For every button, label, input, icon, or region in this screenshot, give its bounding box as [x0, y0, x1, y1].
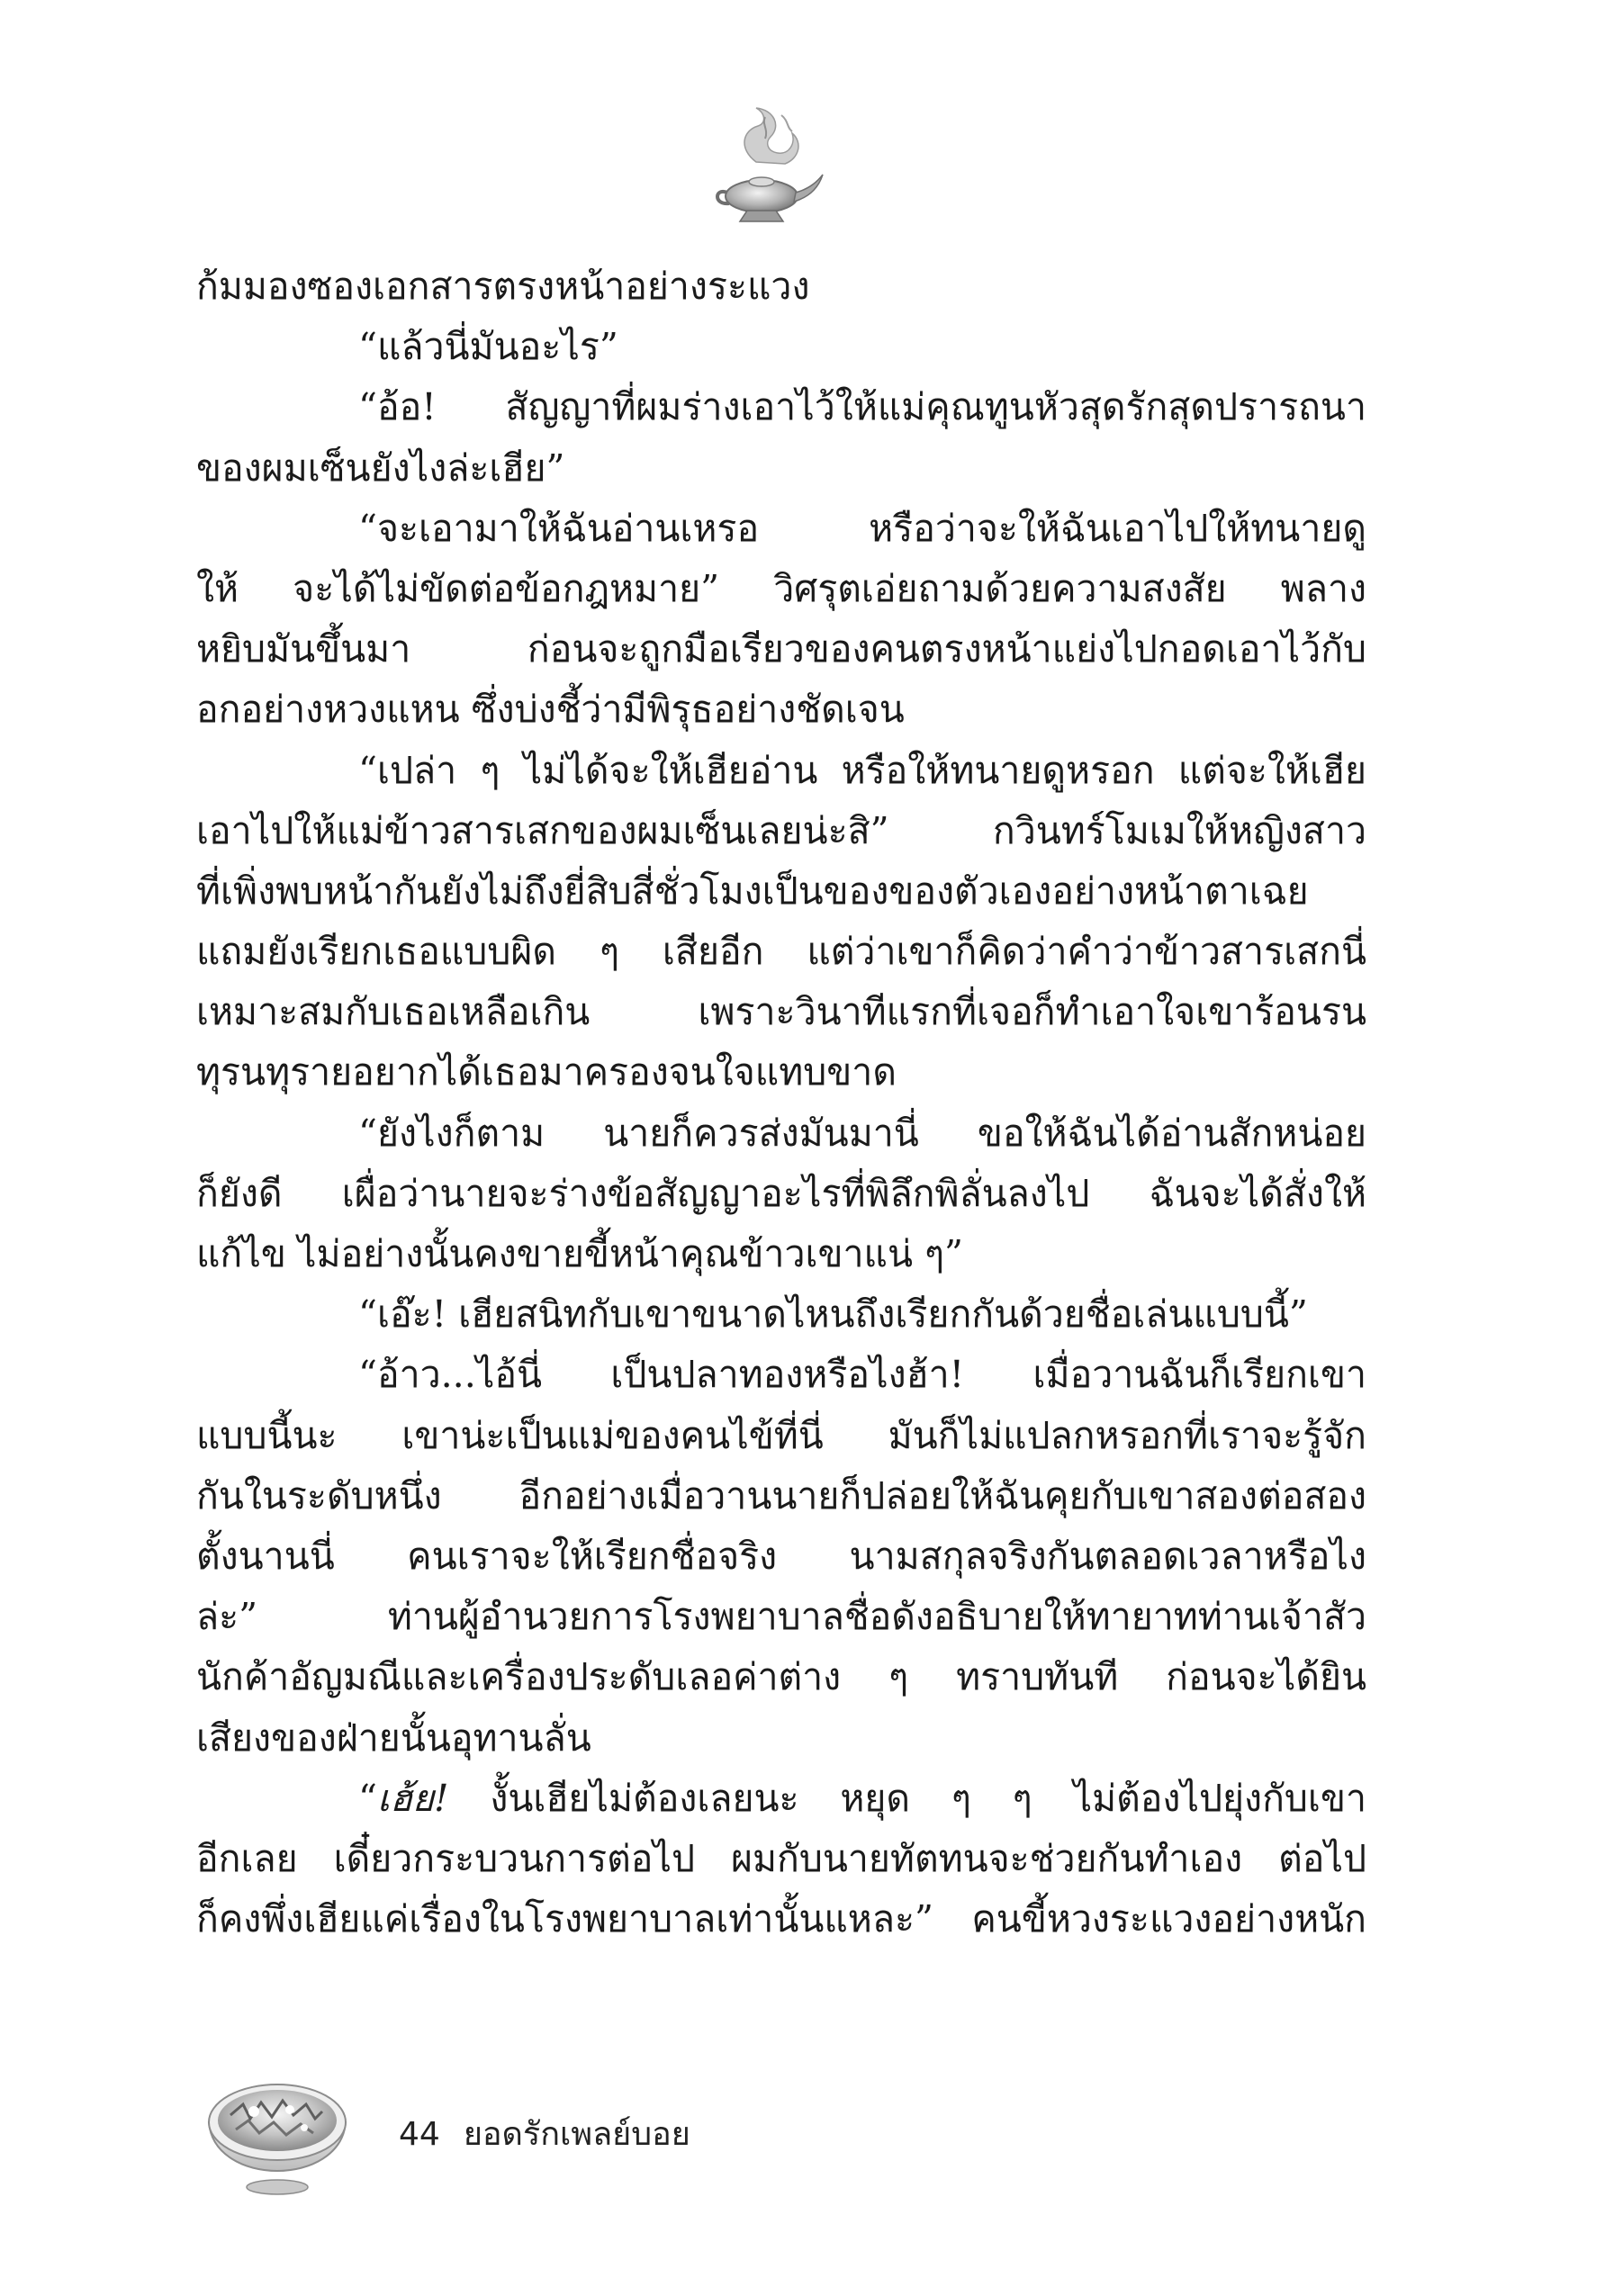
text-line: ตั้งนานนี่ คนเราจะให้เรียกชื่อจริง นามสกุลจริงกันตลอดเวลาหรือไง — [196, 1534, 1366, 1578]
text-line: ให้ จะได้ไม่ขัดต่อข้อกฎหมาย” วิศรุตเอ่ยถามด้วยความสงสัย พลาง — [196, 566, 1366, 610]
text-line: เอาไปให้แม่ข้าวสารเสกของผมเซ็นเลยน่ะสิ” กวินทร์โมเมให้หญิงสาว — [196, 808, 1366, 852]
text-line: ของผมเซ็นยังไงล่ะเฮีย” — [196, 446, 565, 490]
text-line: อกอย่างหวงแหน ซึ่งบ่งชี้ว่ามีพิรุธอย่างชัดเจน — [196, 688, 905, 732]
text-line: เสียงของฝ่ายนั้นอุทานลั่น — [196, 1715, 591, 1760]
emphasized-exclamation: เฮ้ย! — [376, 1776, 449, 1820]
text-line: หยิบมันขึ้นมา ก่อนจะถูกมือเรียวของคนตรงหน้าแย่งไปกอดเอาไว้กับ — [196, 627, 1366, 671]
text-line: ก้มมองซองเอกสารตรงหน้าอย่างระแวง — [196, 265, 810, 308]
text-line: ก็ยังดี เผื่อว่านายจะร่างข้อสัญญาอะไรที่พิลึกพิลั่นลงไป ฉันจะได้สั่งให้ — [196, 1171, 1366, 1215]
text-line: ก็คงพึ่งเฮียแค่เรื่องในโรงพยาบาลเท่านั้นแหละ” คนขี้หวงระแวงอย่างหนัก — [196, 1897, 1366, 1941]
body-text — [196, 257, 1366, 1949]
text-line: นักค้าอัญมณีและเครื่องประดับเลอค่าต่าง ๆ ทราบทันที ก่อนจะได้ยิน — [196, 1655, 1366, 1699]
text-line: “อ้าว...ไอ้นี่ เป็นปลาทองหรือไงฮ้า! เมื่อวานฉันก็เรียกเขา — [358, 1353, 1366, 1397]
text-line: ล่ะ” ท่านผู้อำนวยการโรงพยาบาลชื่อดังอธิบายให้ทายาทท่านเจ้าสัว — [196, 1595, 1366, 1639]
text-line: ที่เพิ่งพบหน้ากันยังไม่ถึงยี่สิบสี่ชั่วโมงเป็นของของตัวเองอย่างหน้าตาเฉย — [196, 869, 1309, 913]
page-number: 44 — [399, 2116, 440, 2153]
text-line: อีกเลย เดี๋ยวกระบวนการต่อไป ผมกับนายทัตทนจะช่วยกันทำเอง ต่อไป — [196, 1836, 1366, 1880]
text-line-rest: งั้นเฮียไม่ต้องเลยนะ หยุด ๆ ๆ ไม่ต้องไปยุ่งกับเขา — [448, 1776, 1366, 1820]
text-line — [196, 1769, 1366, 1829]
text-line: แก้ไข ไม่อย่างนั้นคงขายขี้หน้าคุณข้าวเขาแน่ ๆ” — [196, 1232, 964, 1275]
rice-bowl-icon — [196, 2052, 358, 2214]
text-line: “เปล่า ๆ ไม่ได้จะให้เฮียอ่าน หรือให้ทนายดูหรอก แต่จะให้เฮีย — [358, 748, 1366, 792]
text-line: ทุรนทุรายอยากได้เธอมาครองจนใจแทบขาด — [196, 1050, 897, 1094]
text-line: แบบนี้นะ เขาน่ะเป็นแม่ของคนไข้ที่นี่ มันก็ไม่แปลกหรอกที่เราจะรู้จัก — [196, 1413, 1366, 1457]
page-footer — [196, 2052, 826, 2214]
text-line: “เอ๊ะ! เฮียสนิทกับเขาขนาดไหนถึงเรียกกันด้วยชื่อเล่นแบบนี้” — [358, 1292, 1308, 1337]
text-line: แถมยังเรียกเธอแบบผิด ๆ เสียอีก แต่ว่าเขาก็คิดว่าคำว่าข้าวสารเสกนี่ — [196, 930, 1366, 974]
genie-lamp-icon — [702, 99, 828, 234]
book-title: ยอดรักเพลย์บอย — [463, 2116, 690, 2153]
footer-caption — [399, 2108, 714, 2159]
text-line: เหมาะสมกับเธอเหลือเกิน เพราะวินาทีแรกที่เจอก็ทำเอาใจเขาร้อนรน — [196, 990, 1366, 1034]
text-line: กันในระดับหนึ่ง อีกอย่างเมื่อวานนายก็ปล่อยให้ฉันคุยกับเขาสองต่อสอง — [196, 1473, 1366, 1517]
text-line-prefix: “ — [358, 1776, 377, 1820]
text-line: “อ้อ! สัญญาที่ผมร่างเอาไว้ให้แม่คุณทูนหัวสุดรักสุดปรารถนา — [358, 385, 1366, 429]
text-line: “ยังไงก็ตาม นายก็ควรส่งมันมานี่ ขอให้ฉันได้อ่านสักหน่อย — [358, 1111, 1366, 1155]
text-line: “จะเอามาให้ฉันอ่านเหรอ หรือว่าจะให้ฉันเอาไปให้ทนายดู — [358, 506, 1366, 550]
text-line: “แล้วนี่มันอะไร” — [358, 325, 618, 369]
